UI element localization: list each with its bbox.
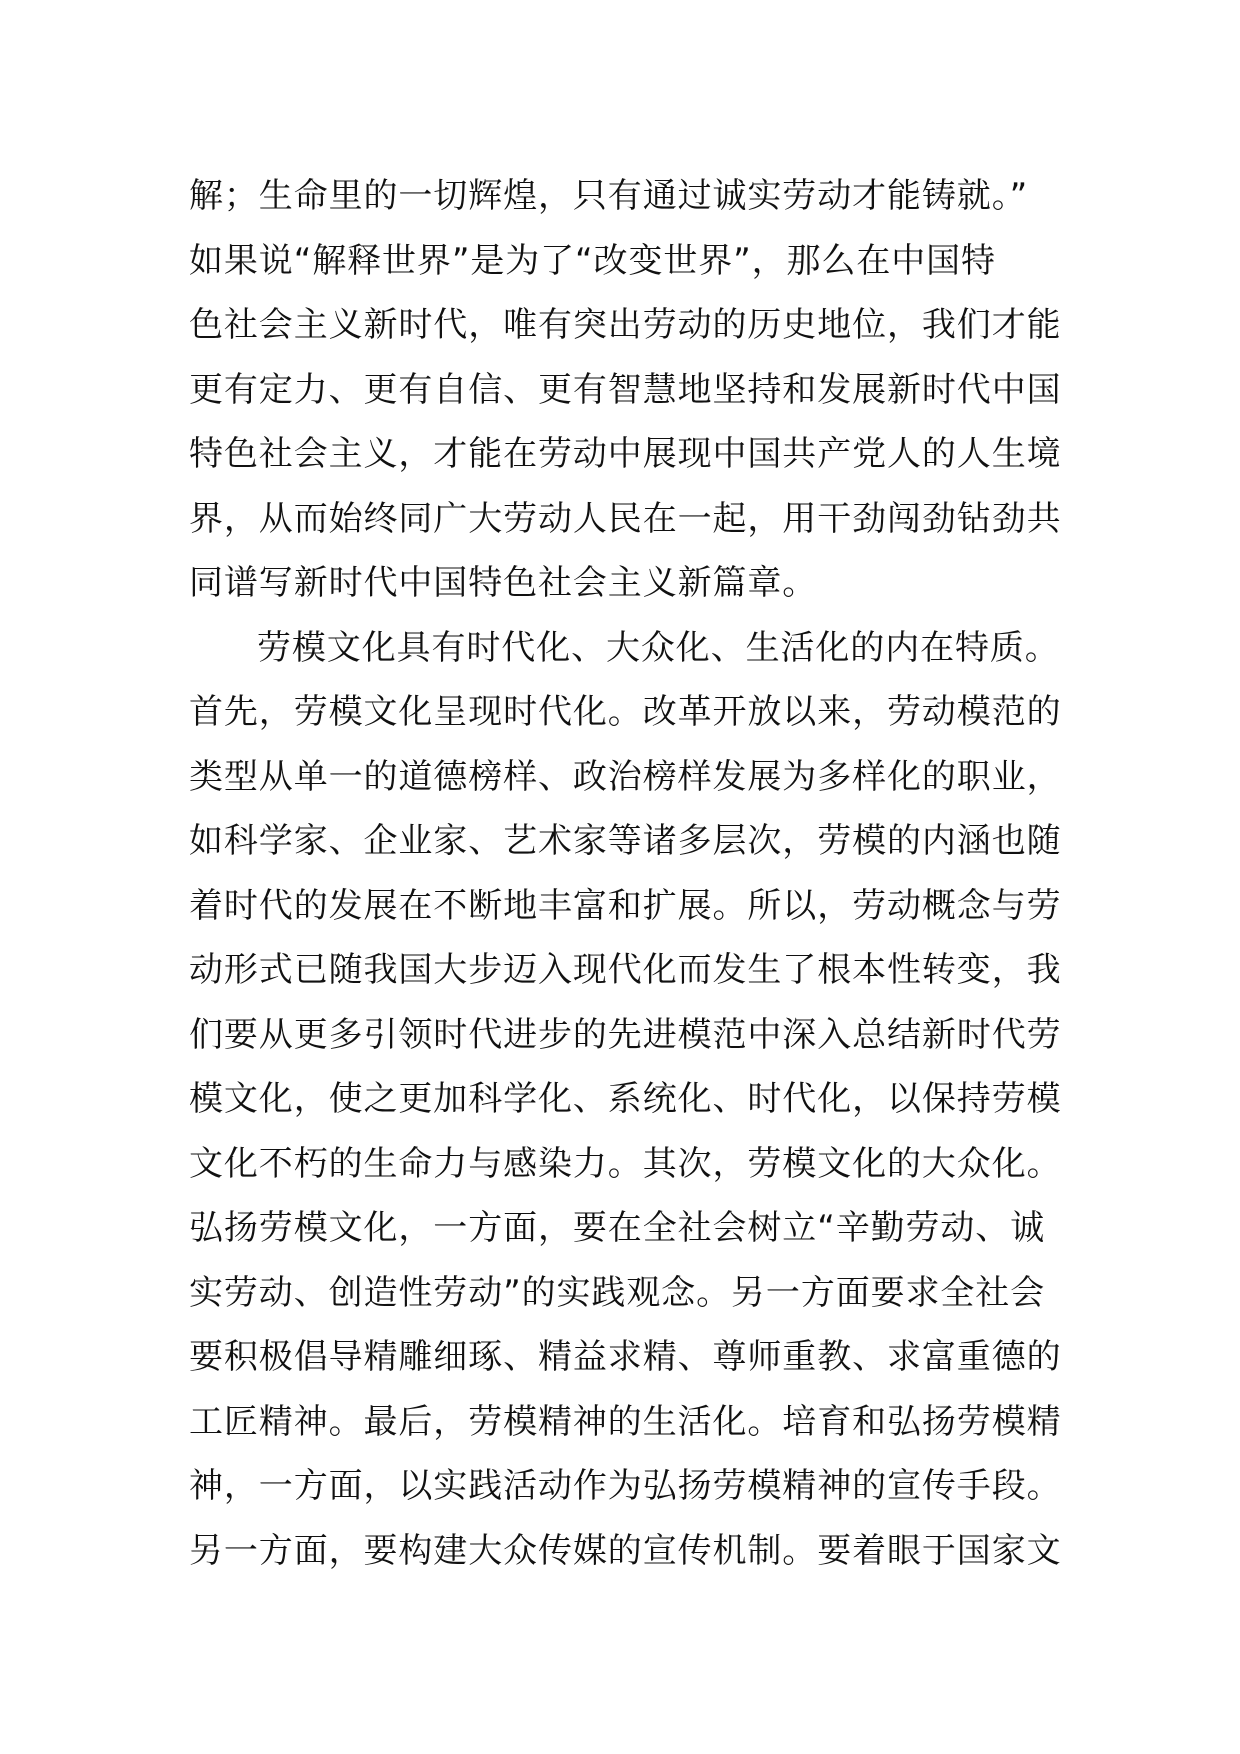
paragraph-2 xyxy=(189,616,1065,1584)
text-line: 文化不朽的生命力与感染力。其次，劳模文化的大众化。 xyxy=(189,1143,1062,1184)
text-line: 特色社会主义，才能在劳动中展现中国共产党人的人生境 xyxy=(189,434,1062,474)
text-line: 着时代的发展在不断地丰富和扩展。所以，劳动概念与劳 xyxy=(189,885,1062,926)
text-line: 如果说“解释世界”是为了“改变世界”，那么在中国特 xyxy=(189,240,996,281)
text-line: 们要从更多引领时代进步的先进模范中深入总结新时代劳 xyxy=(189,1014,1062,1055)
text-line: 实劳动、创造性劳动”的实践观念。另一方面要求全社会 xyxy=(189,1272,1046,1313)
text-line: 神，一方面，以实践活动作为弘扬劳模精神的宣传手段。 xyxy=(189,1466,1062,1506)
text-line: 要积极倡导精雕细琢、精益求精、尊师重教、求富重德的 xyxy=(189,1337,1062,1377)
text-line: 工匠精神。最后，劳模精神的生活化。培育和弘扬劳模精 xyxy=(189,1401,1062,1442)
text-line: 弘扬劳模文化，一方面，要在全社会树立“辛勤劳动、诚 xyxy=(189,1208,1046,1248)
text-line: 解；生命里的一切辉煌，只有通过诚实劳动才能铸就。” xyxy=(189,176,1029,216)
text-line: 如科学家、企业家、艺术家等诸多层次，劳模的内涵也随 xyxy=(189,821,1062,861)
text-line: 界，从而始终同广大劳动人民在一起，用干劲闯劲钻劲共 xyxy=(189,498,1062,539)
text-line: 色社会主义新时代，唯有突出劳动的历史地位，我们才能 xyxy=(189,305,1062,345)
text-line: 动形式已随我国大步迈入现代化而发生了根本性转变，我 xyxy=(189,950,1062,990)
text-line: 更有定力、更有自信、更有智慧地坚持和发展新时代中国 xyxy=(189,369,1062,410)
paragraph-1 xyxy=(189,164,1065,616)
text-line: 模文化，使之更加科学化、系统化、时代化，以保持劳模 xyxy=(189,1079,1062,1119)
text-line: 首先，劳模文化呈现时代化。改革开放以来，劳动模范的 xyxy=(189,692,1062,732)
document-body xyxy=(189,164,1065,1583)
text-line: 类型从单一的道德榜样、政治榜样发展为多样化的职业， xyxy=(189,756,1062,797)
text-line: 同谱写新时代中国特色社会主义新篇章。 xyxy=(189,563,818,603)
text-line: 另一方面，要构建大众传媒的宣传机制。要着眼于国家文 xyxy=(189,1530,1062,1571)
text-line-indented: 劳模文化具有时代化、大众化、生活化的内在特质。 xyxy=(257,627,1060,668)
